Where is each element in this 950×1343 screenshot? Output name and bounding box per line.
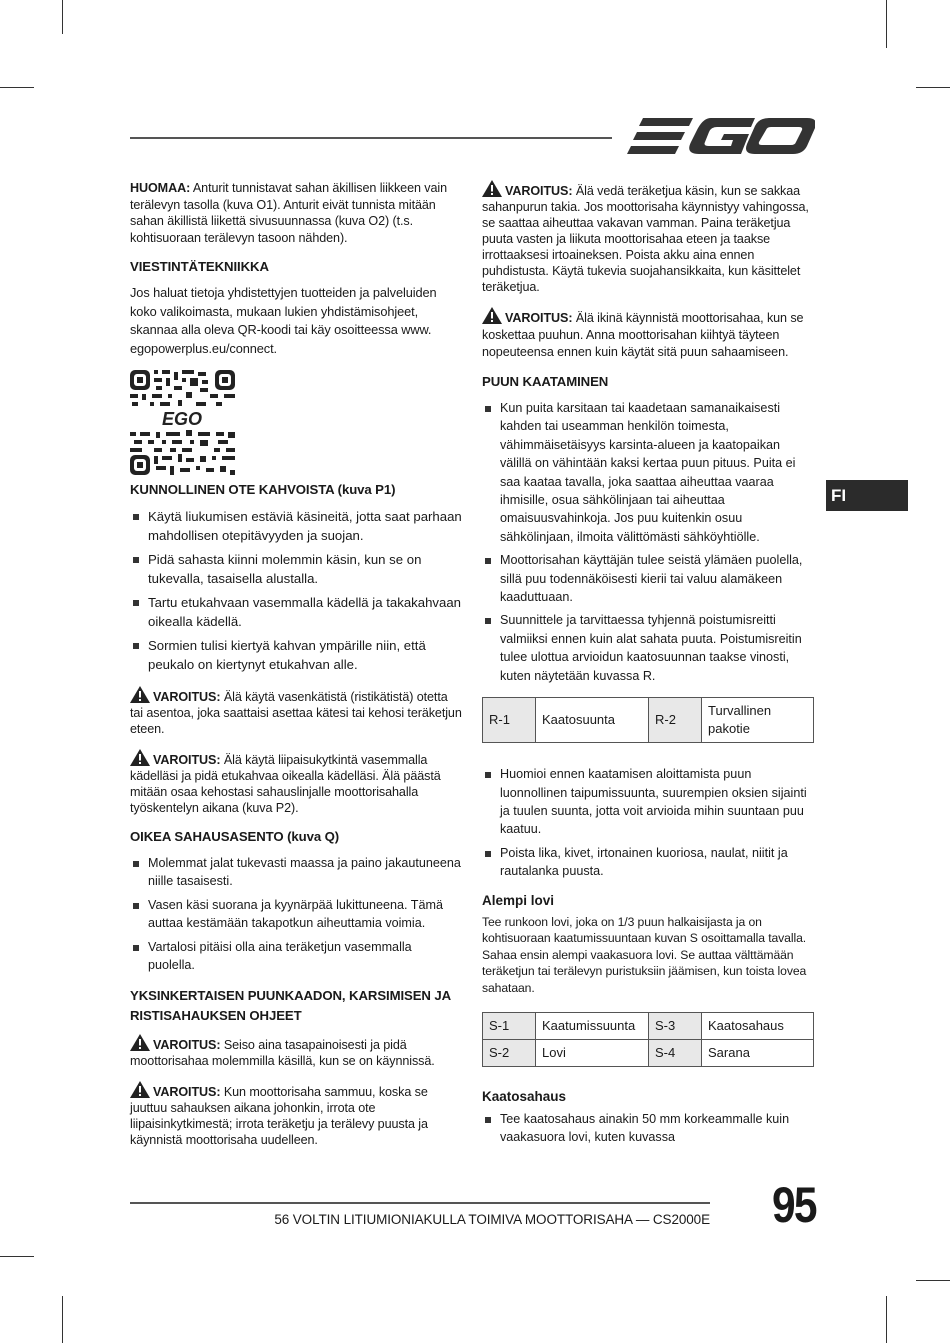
warning-trigger (130, 749, 462, 816)
warning-chain-pull (482, 180, 814, 295)
warning-label: VAROITUS: (505, 184, 573, 198)
table-cell: Kaatosuunta (536, 698, 649, 743)
warning-icon (130, 1034, 150, 1051)
felling-cut-heading: Kaatosahaus (482, 1089, 567, 1105)
list-item: Moottorisahan käyttäjän tulee seistä ylämäen puolella, sillä puu todennäköisesti kierii tai valuu alamäkeen kaaduttuaan. (482, 551, 814, 606)
warning-label: VAROITUS: (153, 1038, 221, 1053)
table-cell: R-2 (649, 698, 702, 743)
table-row (483, 1040, 814, 1067)
figure-s-legend (482, 1012, 814, 1067)
felling-list (482, 399, 814, 685)
warning-icon (482, 307, 502, 324)
simple-felling-heading: YKSINKERTAISEN PUUNKAADON, KARSIMISEN JA RISTISAHAUKSEN OHJEET (130, 988, 451, 1024)
left-column (130, 180, 462, 1160)
list-item: Poista lika, kivet, irtonainen kuoriosa, naulat, niitit ja rautalanka puusta. (482, 844, 814, 881)
table-cell: S-1 (483, 1013, 536, 1040)
table-cell: S-2 (483, 1040, 536, 1067)
crop-mark (916, 87, 950, 88)
crop-mark (916, 1280, 950, 1281)
crop-mark (62, 0, 63, 34)
warning-text: Älä ikinä käynnistä moottorisahaa, kun se koskettaa puuhun. Anna moottorisahan kiihtyä täyteen nopeuteensa ennen kuin käytät sitä puun sahaamiseen. (482, 311, 804, 359)
table-row (483, 698, 814, 743)
crop-mark (0, 87, 34, 88)
language-tab: FI (826, 480, 908, 511)
footer-rule (130, 1202, 710, 1204)
list-item: Tartu etukahvaan vasemmalla kädellä ja takakahvaan oikealla kädellä. (130, 593, 462, 631)
footer-title: 56 VOLTIN LITIUMIONIAKULLA TOIMIVA MOOTTORISAHA — CS2000E (274, 1212, 710, 1227)
header-rule (130, 137, 612, 139)
list-item: Molemmat jalat tukevasti maassa ja paino jakautuneena niille tasaisesti. (130, 854, 462, 891)
table-cell: Lovi (536, 1040, 649, 1067)
crop-mark (886, 0, 887, 48)
warning-text: Älä käytä vasenkätistä (ristikätistä) otetta tai asentoa, joka saattaisi asettaa kätesi tai kehosi teräketjun eteen. (130, 690, 462, 736)
crop-mark (62, 1296, 63, 1343)
note-label: HUOMAA: (130, 181, 191, 195)
list-item: Vartalosi pitäisi olla aina teräketjun vasemmalla puolella. (130, 938, 462, 975)
warning-icon (130, 1081, 150, 1098)
right-column (482, 180, 814, 1159)
warning-text: Älä käytä liipaisukytkintä vasemmalla kädelläsi ja pidä etukahvaa oikealla kädelläsi. Älä päästä mitään osaa kehostasi sahauslinjalle moottorisahalla työskentelyn aikana (kuva P2). (130, 753, 441, 815)
list-item: Kun puita karsitaan tai kaadetaan samanaikaisesti kahden tai useamman henkilön toimesta, vähimmäisetäisyys karsinta-alueen ja kaatopaikan välillä on vähintään kaksi kertaa puun pituus. Puita ei saa kaataa tavalla, joka saattaa aiheuttaa vaaraa ihmisille, osua sähkölinjaan tai aiheuttaa omaisuusvahinkoja. Jos puu kuitenkin osuu sähkölinjaan, ilmoita välittömästi sähköyhtiölle. (482, 399, 814, 546)
table-cell: Sarana (702, 1040, 814, 1067)
list-item: Käytä liukumisen estäviä käsineitä, jotta saat parhaan mahdollisen otepitävyyden ja suojan. (130, 507, 462, 545)
warning-text: Älä vedä teräketjua käsin, kun se sakkaa sahanpurun takia. Jos moottorisaha käynnistyy vahingossa, se saattaa aiheuttaa vakavan vamman. Paina teräketjua puuta vasten ja liikuta moottorisahaa eteen ja taakse irrottaaksesi irtoaineksen. Poista akku aina ennen puhdistusta. Käytä tukevia suojahansikkaita, kun käsittelet teräketjua. (482, 184, 809, 294)
page-number: 95 (772, 1177, 816, 1233)
warning-label: VAROITUS: (153, 690, 221, 704)
warning-label: VAROITUS: (505, 311, 573, 325)
warning-label: VAROITUS: (153, 753, 221, 767)
warning-icon (482, 180, 502, 197)
felling-heading: PUUN KAATAMINEN (482, 374, 609, 389)
communication-heading: VIESTINTÄTEKNIIKKA (130, 259, 269, 274)
warning-pinch (130, 1081, 462, 1148)
crop-mark (886, 1296, 887, 1343)
note-text: Anturit tunnistavat sahan äkillisen liikkeen vain terälevyn tasolla (kuva O1). Anturit eivät tunnista mitään sahan äkillistä liikettä sivusuunnassa (kuva O2) (t.s. kohtisuoraan terälevyn tasoon nähden). (130, 181, 447, 245)
felling-list-2 (482, 765, 814, 880)
table-cell: S-4 (649, 1040, 702, 1067)
table-row (483, 1013, 814, 1040)
table-cell: Kaatosahaus (702, 1013, 814, 1040)
grip-list (130, 507, 462, 674)
warning-label: VAROITUS: (153, 1085, 221, 1100)
warning-balance (130, 1034, 462, 1069)
grip-heading: KUNNOLLINEN OTE KAHVOISTA (kuva P1) (130, 482, 396, 497)
warning-icon (130, 749, 150, 766)
stance-heading: OIKEA SAHAUSASENTO (kuva Q) (130, 829, 340, 844)
table-cell: Kaatumissuunta (536, 1013, 649, 1040)
list-item: Huomioi ennen kaatamisen aloittamista puun luonnollinen taipumissuunta, suurempien oksien sijainti ja tuulen suunta, jotta voit arvioida mihin suuntaan puu kaatuu. (482, 765, 814, 839)
qr-code (130, 370, 235, 475)
list-item: Tee kaatosahaus ainakin 50 mm korkeammalle kuin vaakasuora lovi, kuten kuvassa (482, 1110, 814, 1147)
warning-icon (130, 686, 150, 703)
ego-logo (627, 114, 815, 160)
warning-start (482, 307, 814, 361)
note-paragraph (130, 180, 462, 246)
svg-text:EGO: EGO (161, 409, 203, 429)
figure-r-legend (482, 697, 814, 743)
list-item: Suunnittele ja tarvittaessa tyhjennä poistumisreitti valmiiksi ennen kuin alat sahata puuta. Poistumisreitin tulee ulottua arvioidun kaatosuunnan taakse vinosti, kuten näytetään kuvassa R. (482, 611, 814, 685)
list-item: Vasen käsi suorana ja kyynärpää lukittuneena. Tämä auttaa kestämään takapotkun aiheuttamia voimia. (130, 896, 462, 933)
warning-text: Seiso aina tasapainoisesti ja pidä moottorisahaa molemmilla käsillä, kun se on käynnissä. (130, 1038, 435, 1069)
stance-list (130, 854, 462, 974)
crop-mark (0, 1256, 34, 1257)
lower-notch-heading: Alempi lovi (482, 892, 555, 908)
list-item: Pidä sahasta kiinni molemmin käsin, kun se on tukevalla, tasaisella alustalla. (130, 550, 462, 588)
table-cell: R-1 (483, 698, 536, 743)
felling-cut-list (482, 1110, 814, 1147)
lower-notch-text: Tee runkoon lovi, joka on 1/3 puun halkaisijasta ja on kohtisuoraan kaatumissuuntaan kuvan S osoittamalla tavalla. Sahaa ensin alempi vaakasuora lovi. Se auttaa välttämään teräketjun tai terälevyn puristuksiin jäämisen, kun toista lovea sahataan. (482, 914, 807, 995)
communication-text: Jos haluat tietoja yhdistettyjen tuotteiden ja palveluiden koko valikoimasta, mukaan lukien yhdistämisohjeet, skannaa alla oleva QR-koodi tai käy osoitteessa www. egopowerplus.eu/connect. (130, 285, 437, 356)
table-cell: S-3 (649, 1013, 702, 1040)
list-item: Sormien tulisi kiertyä kahvan ympärille niin, että peukalo on kiertynyt etukahvan alle. (130, 636, 462, 674)
warning-left-handed (130, 686, 462, 737)
table-cell: Turvallinen pakotie (702, 698, 814, 743)
warning-text: Kun moottorisaha sammuu, koska se juuttuu sahauksen aikana johonkin, irrota ote liipaisinkytkimestä; irrota teräketju ja terälevy puusta ja käynnistä moottorisaha uudelleen. (130, 1085, 428, 1148)
